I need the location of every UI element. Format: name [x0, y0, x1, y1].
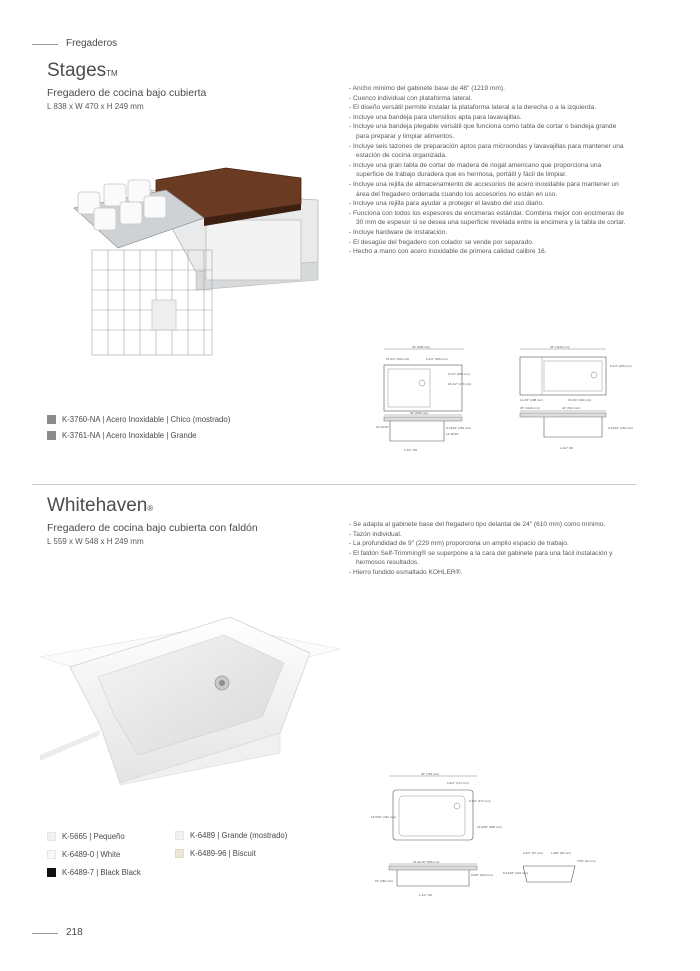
- dim-label: 6-3/4" (171 mm): [447, 781, 469, 785]
- feature-item: - Ancho mínimo del gabinete base de 48" (1219 mm).: [349, 85, 505, 92]
- dim-label: 15-3/4" (400 mm): [568, 398, 592, 402]
- product-name: Whitehaven: [47, 495, 148, 516]
- dim-label: 9-1/4" (235 mm): [610, 364, 632, 368]
- dim-label: 9-1/4" (235 mm): [426, 357, 448, 361]
- color-swatch: [47, 832, 56, 841]
- feature-item: - La profundidad de 9" (229 mm) proporciona un amplio espacio de trabajo.: [349, 540, 569, 548]
- dim-label: 9-13/16" (249 mm): [446, 426, 471, 430]
- dim-label: 45" (1143 mm): [550, 345, 570, 349]
- header-rule: [32, 44, 58, 45]
- section-divider: [32, 484, 636, 485]
- variant-item: [47, 832, 125, 841]
- variant-item: [47, 431, 197, 440]
- dim-label: 19-5/16" (491 mm): [371, 815, 396, 819]
- feature-item: - Incluye una bandeja para utensilios apta para lavavajillas.: [349, 113, 522, 121]
- variant-label: K-6489-7 | Black Black: [62, 868, 141, 877]
- variant-item: [175, 831, 287, 840]
- feature-item: - Incluye una rejilla para ayudar a proteger el lavabo del uso diario.: [349, 200, 544, 208]
- dim-label: 1-3/8" (35 mm): [551, 851, 571, 855]
- variant-item: [47, 868, 141, 877]
- feature-item: - Tazón individual.: [349, 530, 402, 538]
- variant-label: K-3760-NA | Acero Inoxidable | Chico (mostrado): [62, 415, 231, 424]
- trademark-mark: ®: [147, 504, 154, 513]
- variant-label: K-6489 | Grande (mostrado): [190, 831, 288, 840]
- product-subtitle: Fregadero de cocina bajo cubierta con faldón: [47, 522, 258, 534]
- variant-label: K-6489-0 | White: [62, 850, 121, 859]
- dim-label: 8-13/16" (224 mm): [503, 871, 528, 875]
- feature-item: - Incluye una gran tabla de cortar de madera de nogal americano que proporciona una superficie de trabajo duradera que es hermosa, portátil y fácil de limpiar.: [349, 161, 602, 179]
- color-swatch: [175, 831, 184, 840]
- feature-item: - Incluye una rejilla de almacenamiento de accesorios de acero inoxidable para mantener un área del fregadero ordenada cuando los accesorios no están en uso.: [349, 180, 619, 198]
- color-swatch: [47, 415, 56, 424]
- feature-item: - Cuenco individual con plataforma lateral.: [349, 94, 473, 102]
- dim-label: 33" (838 mm): [410, 411, 429, 415]
- product-dimensions: L 559 x W 548 x H 249 mm: [47, 537, 144, 546]
- dim-label: 18-1/2" (470 mm): [448, 382, 472, 386]
- color-swatch: [47, 850, 56, 859]
- feature-item: - Se adapta al gabinete base del fregadero tipo delantal de 24" (610 mm) como mínimo.: [349, 521, 606, 528]
- dim-label: 9-5/8" (244 mm): [471, 873, 493, 877]
- color-swatch: [47, 431, 56, 440]
- dim-label: 45" (1143 mm): [520, 406, 540, 410]
- stages-sink-image: [56, 150, 326, 380]
- feature-item: - Hierro fundido esmaltado KOHLER®.: [349, 568, 463, 576]
- variant-item: [47, 850, 120, 859]
- dim-label: 7/16" (11 mm): [577, 859, 596, 863]
- product-title-whitehaven: [47, 495, 153, 517]
- whitehaven-drawing: [365, 770, 605, 910]
- dim-label: 2-1/4" (57 mm): [523, 851, 543, 855]
- variant-label: K-5665 | Pequeño: [62, 832, 125, 841]
- dim-label: 15-3/4" (400 mm): [386, 357, 410, 361]
- stages-feature-list: [349, 84, 629, 257]
- product-subtitle: Fregadero de cocina bajo cubierta: [47, 87, 207, 99]
- product-name: Stages: [47, 60, 107, 81]
- variant-item: [47, 415, 230, 424]
- variant-label: K-3761-NA | Acero Inoxidable | Grande: [62, 431, 197, 440]
- product-dimensions: L 838 x W 470 x H 249 mm: [47, 102, 144, 111]
- feature-item: - Funciona con todos los espesores de encimeras estándar. Combina mejor con encimeras de 30 mm de espesor si se desea una superficie nivelada entre la encimera y la tabla de cortar.: [349, 209, 626, 227]
- dim-label: 24" (610 mm): [562, 406, 581, 410]
- stages-drawing-small: [372, 345, 482, 455]
- dim-label: 15" (381 mm): [375, 879, 394, 883]
- dim-label: 30" (762 mm): [421, 772, 440, 776]
- feature-item: - Incluye seis tazones de preparación aptos para microondas y lavavajillas para mantener una estación de cocina organizada.: [349, 142, 624, 160]
- page-number: 218: [66, 927, 83, 938]
- section-label: Fregaderos: [66, 38, 118, 49]
- feature-item: - Hecho a mano con acero inoxidable de primera calidad calibre 16.: [349, 248, 547, 256]
- dim-label: 1-1/2" OD: [404, 448, 418, 452]
- dim-label: 21-9/16" (548 mm): [477, 825, 502, 829]
- variant-label: K-6489-96 | Biscuit: [190, 849, 256, 858]
- feature-item: - El desagüe del fregadero con colador se vende por separado.: [349, 238, 534, 246]
- dim-label: 11-3/4" (298 mm): [520, 398, 544, 402]
- dim-label: 1-1/2" OD: [560, 446, 574, 450]
- footer-rule: [32, 933, 58, 934]
- dim-label: 13-15/16": [446, 432, 459, 436]
- stages-drawing-large: [510, 345, 640, 455]
- dim-label: 9-13/16" (249 mm): [608, 426, 633, 430]
- color-swatch: [175, 849, 184, 858]
- dim-label: 9-1/4" (235 mm): [448, 372, 470, 376]
- dim-label: 1-1/2" OD: [419, 893, 433, 897]
- whitehaven-sink-image: [40, 605, 340, 785]
- color-swatch: [47, 868, 56, 877]
- dim-label: 15-11/16" (398 mm): [413, 860, 440, 864]
- trademark-mark: TM: [106, 69, 118, 78]
- whitehaven-feature-list: [349, 520, 629, 578]
- dim-label: 6-3/4" (171 mm): [469, 799, 491, 803]
- feature-item: - Incluye una bandeja plegable versátil que funciona como tabla de cortar o bandeja grande para preparar y limpiar alimentos.: [349, 123, 617, 140]
- feature-item: - El faldón Self-Trimming® se superpone a la cara del gabinete para una fácil instalación y hermosos resultados.: [349, 549, 613, 567]
- variant-item: [175, 849, 256, 858]
- product-title-stages: [47, 60, 118, 82]
- feature-item: - Incluye hardware de instalación.: [349, 228, 448, 236]
- feature-item: - El diseño versátil permite instalar la plataforma lateral a la derecha o a la izquierda.: [349, 104, 597, 112]
- dim-label: 10-15/16": [376, 425, 389, 429]
- dim-label: 33" (838 mm): [412, 345, 431, 349]
